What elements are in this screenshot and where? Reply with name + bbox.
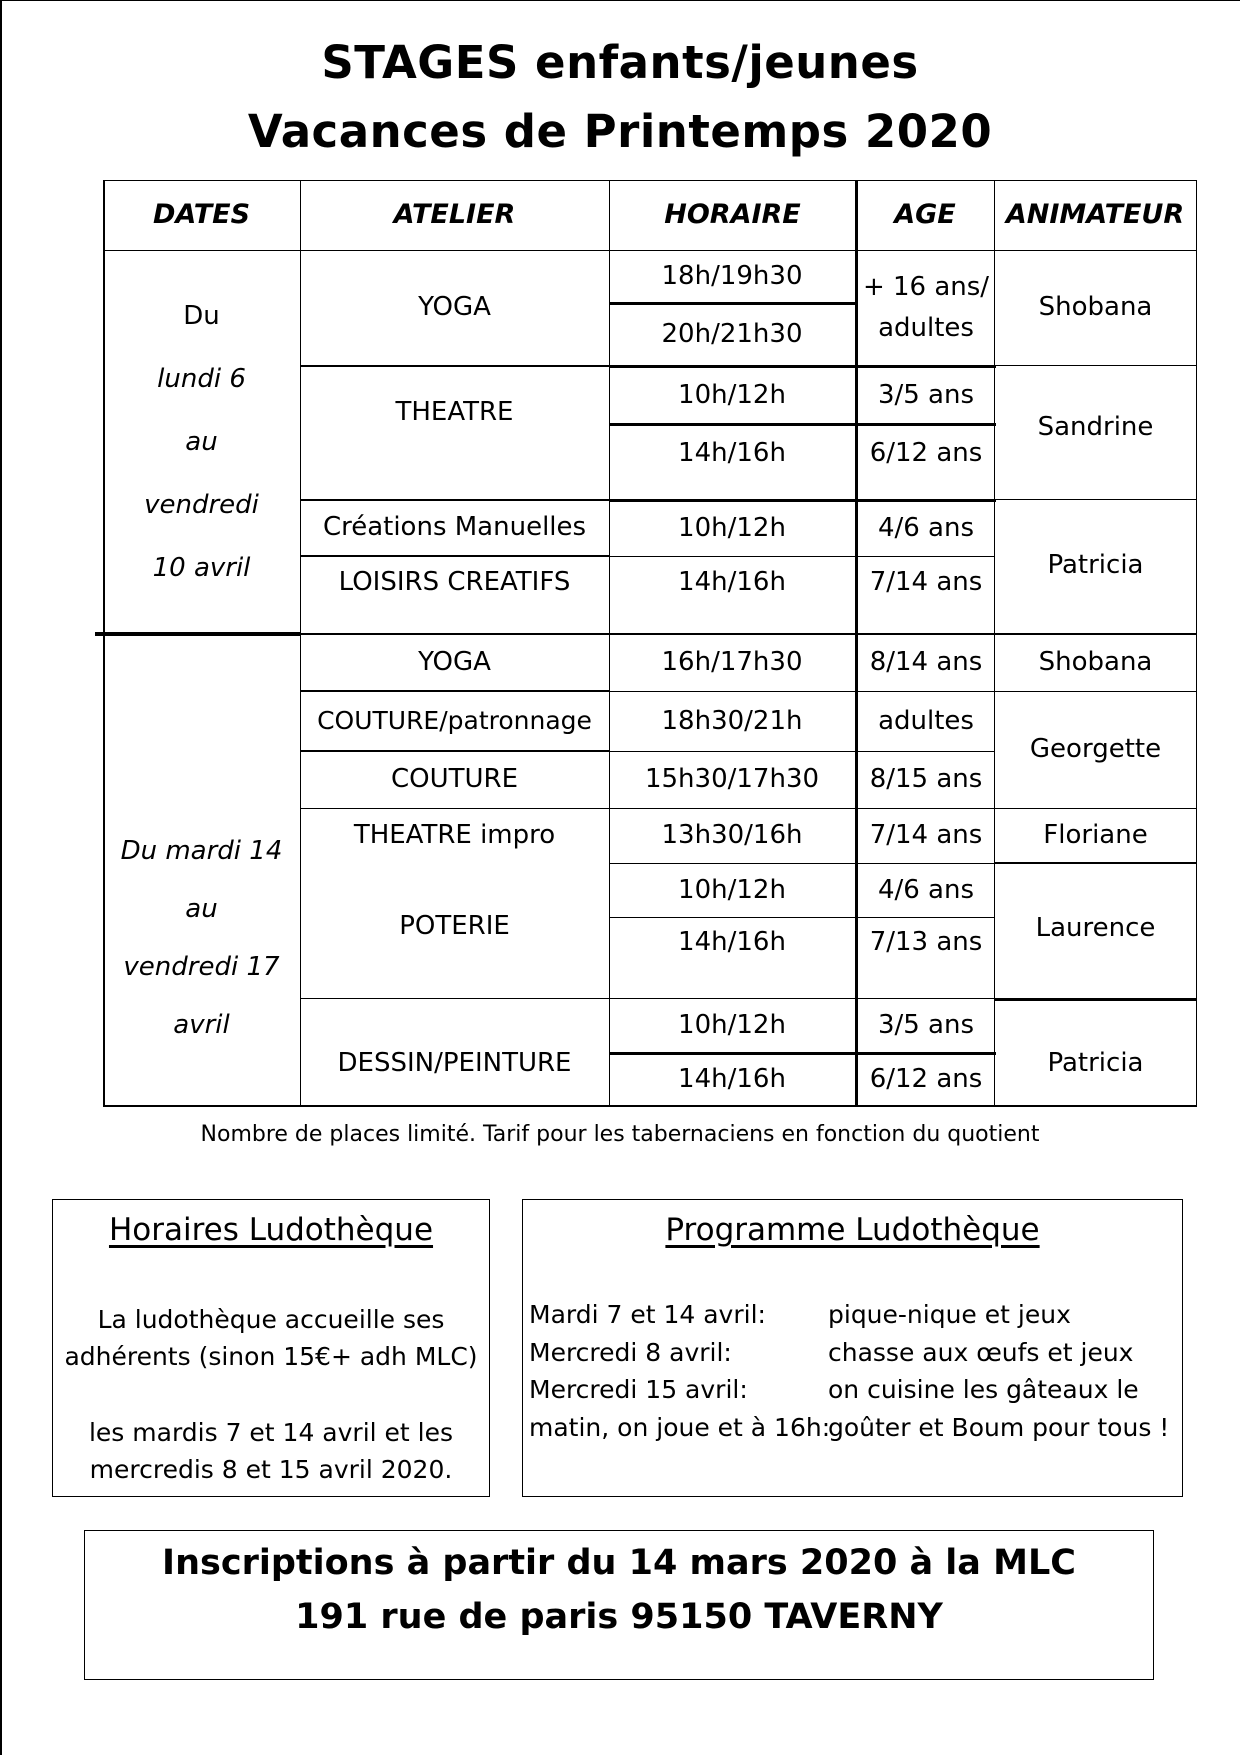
page-border-left (0, 0, 2, 1755)
atelier-cell: YOGA (418, 292, 491, 323)
age-cell: 8/14 ans (869, 647, 983, 678)
horaire-cell: 20h/21h30 (661, 319, 803, 350)
age-cell: 6/12 ans (869, 437, 983, 468)
animateur-cell: Shobana (1038, 292, 1153, 323)
programme-when: Mardi 7 et 14 avril: (529, 1300, 766, 1329)
atelier-cell: COUTURE (390, 764, 519, 795)
animateur-cell: Floriane (1043, 819, 1148, 850)
programme-what: pique-nique et jeux (828, 1300, 1071, 1329)
age-cell: 3/5 ans (877, 1009, 975, 1040)
age-cell: 4/6 ans (877, 513, 975, 544)
address-line: 191 rue de paris 95150 TAVERNY (295, 1597, 943, 1637)
period-2-line2: au (185, 894, 218, 924)
header-horaire: HORAIRE (664, 199, 801, 231)
horaire-cell: 10h/12h (678, 513, 786, 544)
horaires-text-line: mercredis 8 et 15 avril 2020. (89, 1455, 453, 1484)
programme-what: on cuisine les gâteaux le (828, 1375, 1139, 1404)
horaires-text-line: les mardis 7 et 14 avril et les (88, 1418, 454, 1447)
animateur-cell: Laurence (1035, 913, 1156, 944)
period-divider (95, 632, 300, 636)
programme-when: Mercredi 8 avril: (529, 1338, 732, 1367)
period-1-prefix: Du (183, 301, 220, 331)
age-cell: 7/14 ans (869, 820, 983, 851)
horaire-cell: 14h/16h (678, 1064, 786, 1095)
age-line: adultes (878, 313, 974, 343)
age-cell: adultes (878, 705, 974, 736)
horaires-text-line: La ludothèque accueille ses (97, 1305, 445, 1334)
period-2-line3: vendredi 17 (123, 952, 280, 982)
horaire-cell: 10h/12h (678, 379, 786, 410)
horaire-cell: 16h/17h30 (661, 647, 803, 678)
period-1-line1 (157, 285, 246, 411)
horaire-cell: 18h/19h30 (661, 260, 803, 291)
atelier-cell: THEATRE impro (353, 820, 556, 851)
horaire-cell: 10h/12h (678, 1009, 786, 1040)
age-cell: 7/14 ans (869, 567, 983, 598)
table-border-right (1196, 180, 1197, 1107)
page-title: STAGES enfants/jeunes (321, 36, 919, 89)
atelier-cell: POTERIE (399, 911, 510, 942)
age-cell: 6/12 ans (869, 1064, 983, 1095)
atelier-cell: YOGA (418, 646, 491, 677)
atelier-cell: Créations Manuelles (322, 512, 587, 543)
age-cell (858, 251, 994, 365)
table-border-bottom (103, 1105, 1197, 1107)
inscriptions-line: Inscriptions à partir du 14 mars 2020 à la MLC (162, 1543, 1076, 1583)
animateur-cell: Patricia (1047, 549, 1144, 580)
programme-what: goûter et Boum pour tous ! (828, 1413, 1170, 1442)
age-cell: 8/15 ans (869, 764, 983, 795)
page-border-top (0, 0, 1240, 1)
programme-what: chasse aux œufs et jeux (828, 1338, 1134, 1367)
age-cell: 4/6 ans (877, 874, 975, 905)
animateur-cell: Shobana (1038, 647, 1153, 678)
page-subtitle: Vacances de Printemps 2020 (247, 105, 993, 158)
programme-when: Mercredi 15 avril: (529, 1375, 748, 1404)
horaires-text-line: adhérents (sinon 15€+ adh MLC) (64, 1342, 478, 1371)
programme-ludotheque-box (522, 1199, 1183, 1497)
atelier-cell: DESSIN/PEINTURE (337, 1048, 572, 1079)
horaire-cell: 14h/16h (678, 927, 786, 958)
period-2-line1: Du mardi 14 (120, 836, 283, 866)
horaire-cell: 13h30/16h (661, 820, 803, 851)
header-animateur: ANIMATEUR (1005, 199, 1185, 231)
atelier-cell: COUTURE/patronnage (317, 705, 592, 735)
period-1-line4: 10 avril (152, 553, 251, 583)
programme-ludotheque-title: Programme Ludothèque (665, 1212, 1040, 1248)
age-cell: 3/5 ans (877, 379, 975, 410)
header-dates: DATES (152, 199, 251, 231)
age-cell: 7/13 ans (869, 927, 983, 958)
period-1-line3: vendredi (144, 490, 259, 520)
horaires-ludotheque-box (52, 1199, 490, 1497)
animateur-cell: Patricia (1047, 1048, 1144, 1079)
programme-when: matin, on joue et à 16h: (529, 1413, 831, 1442)
header-atelier: ATELIER (393, 199, 516, 231)
animateur-cell: Georgette (1029, 734, 1162, 765)
period-1-start: lundi 6 (157, 364, 246, 394)
horaire-cell: 10h/12h (678, 874, 786, 905)
period-2-line4: avril (173, 1010, 230, 1040)
period-2-dates (103, 822, 300, 1082)
atelier-cell: LOISIRS CREATIFS (338, 567, 571, 598)
places-note: Nombre de places limité. Tarif pour les tabernaciens en fonction du quotient (200, 1122, 1040, 1147)
age-line: + 16 ans/ (862, 272, 990, 302)
atelier-cell: THEATRE (395, 397, 514, 428)
period-1-dates (103, 285, 300, 583)
horaires-ludotheque-title: Horaires Ludothèque (108, 1212, 434, 1248)
horaire-cell: 14h/16h (678, 567, 786, 598)
horaire-cell: 14h/16h (678, 437, 786, 468)
period-1-line2: au (185, 427, 218, 457)
inscriptions-box (84, 1530, 1154, 1680)
horaire-cell: 18h30/21h (661, 705, 803, 736)
horaire-cell: 15h30/17h30 (644, 764, 820, 795)
animateur-cell: Sandrine (1037, 411, 1154, 442)
header-age: AGE (894, 199, 956, 231)
